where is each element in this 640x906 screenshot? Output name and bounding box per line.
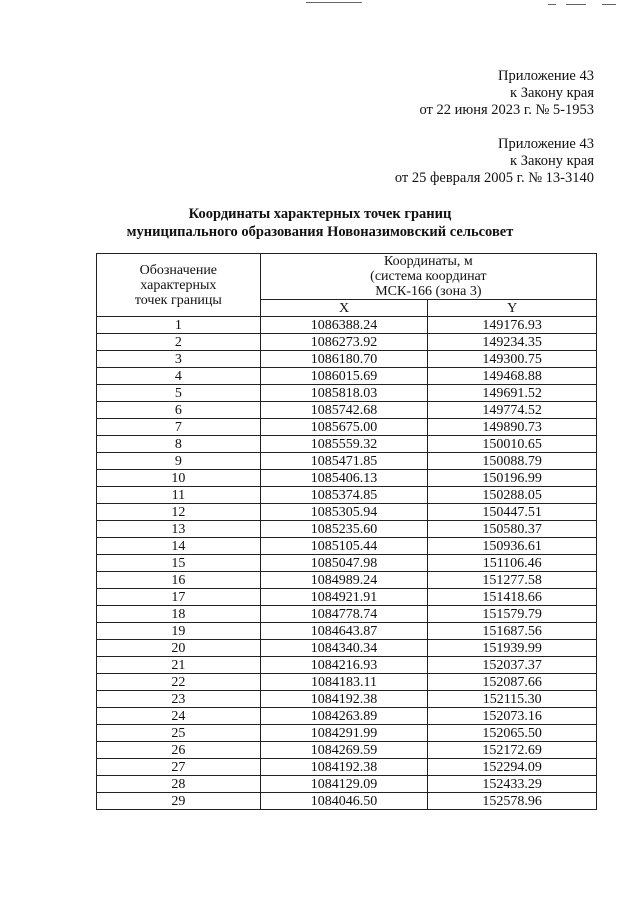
y-coordinate-cell: 150010.65 [428, 436, 597, 453]
header-line: (система координат [370, 269, 487, 284]
x-coordinate-cell: 1084778.74 [260, 606, 428, 623]
point-number-cell: 11 [97, 487, 261, 504]
table-row [97, 725, 597, 742]
point-number-cell: 24 [97, 708, 261, 725]
coordinates-table [96, 253, 597, 810]
point-number-cell: 8 [97, 436, 261, 453]
y-coordinate-cell: 149234.35 [428, 334, 597, 351]
scan-mark [548, 4, 556, 5]
table-row [97, 759, 597, 776]
table-row [97, 742, 597, 759]
scan-mark [306, 2, 362, 3]
point-number-cell: 2 [97, 334, 261, 351]
table-row [97, 691, 597, 708]
x-coordinate-cell: 1085559.32 [260, 436, 428, 453]
point-number-cell: 12 [97, 504, 261, 521]
x-coordinate-cell: 1084046.50 [260, 793, 428, 810]
table-row [97, 708, 597, 725]
point-number-cell: 21 [97, 657, 261, 674]
x-coordinate-cell: 1085105.44 [260, 538, 428, 555]
table-body [97, 317, 597, 810]
x-coordinate-cell: 1084263.89 [260, 708, 428, 725]
y-coordinate-cell: 151579.79 [428, 606, 597, 623]
point-number-cell: 26 [97, 742, 261, 759]
table-row [97, 436, 597, 453]
table-header [97, 254, 597, 317]
y-coordinate-cell: 149691.52 [428, 385, 597, 402]
point-number-cell: 14 [97, 538, 261, 555]
x-coordinate-cell: 1085047.98 [260, 555, 428, 572]
y-coordinate-cell: 150088.79 [428, 453, 597, 470]
appendix-law-ref: к Закону края [510, 153, 594, 169]
y-coordinate-cell: 152115.30 [428, 691, 597, 708]
appendix-date: от 25 февраля 2005 г. № 13-3140 [394, 170, 594, 186]
y-coordinate-cell: 152073.16 [428, 708, 597, 725]
table-row [97, 504, 597, 521]
header-line: точек границы [134, 292, 222, 308]
y-coordinate-cell: 150936.61 [428, 538, 597, 555]
point-number-cell: 23 [97, 691, 261, 708]
coordinates-header [260, 254, 596, 300]
point-label-header [97, 254, 261, 317]
scan-mark [566, 4, 586, 5]
table-row [97, 317, 597, 334]
y-coordinate-cell: 152578.96 [428, 793, 597, 810]
point-number-cell: 22 [97, 674, 261, 691]
x-coordinate-cell: 1084216.93 [260, 657, 428, 674]
point-number-cell: 27 [97, 759, 261, 776]
y-header: Y [428, 300, 597, 317]
point-number-cell: 28 [97, 776, 261, 793]
appendix-number: Приложение 43 [498, 136, 594, 152]
x-coordinate-cell: 1085406.13 [260, 470, 428, 487]
x-coordinate-cell: 1085374.85 [260, 487, 428, 504]
x-coordinate-cell: 1084269.59 [260, 742, 428, 759]
x-coordinate-cell: 1086015.69 [260, 368, 428, 385]
y-coordinate-cell: 149774.52 [428, 402, 597, 419]
table-row [97, 419, 597, 436]
point-number-cell: 20 [97, 640, 261, 657]
appendix-date: от 22 июня 2023 г. № 5-1953 [419, 102, 594, 118]
x-coordinate-cell: 1085675.00 [260, 419, 428, 436]
point-number-cell: 5 [97, 385, 261, 402]
y-coordinate-cell: 151418.66 [428, 589, 597, 606]
point-number-cell: 13 [97, 521, 261, 538]
table-row [97, 589, 597, 606]
table-row [97, 453, 597, 470]
header-line: МСК-166 (зона 3) [375, 284, 482, 299]
table-row [97, 351, 597, 368]
title-line-1: Координаты характерных точек границ [188, 206, 452, 222]
y-coordinate-cell: 149468.88 [428, 368, 597, 385]
y-coordinate-cell: 151939.99 [428, 640, 597, 657]
y-coordinate-cell: 150580.37 [428, 521, 597, 538]
point-number-cell: 9 [97, 453, 261, 470]
x-coordinate-cell: 1086388.24 [260, 317, 428, 334]
point-number-cell: 16 [97, 572, 261, 589]
x-coordinate-cell: 1086180.70 [260, 351, 428, 368]
table-row [97, 572, 597, 589]
point-number-cell: 1 [97, 317, 261, 334]
appendix-law-ref: к Закону края [510, 85, 594, 101]
appendix-number: Приложение 43 [498, 68, 594, 84]
point-number-cell: 18 [97, 606, 261, 623]
table-row [97, 640, 597, 657]
table-row [97, 606, 597, 623]
y-coordinate-cell: 151106.46 [428, 555, 597, 572]
point-number-cell: 10 [97, 470, 261, 487]
y-coordinate-cell: 150447.51 [428, 504, 597, 521]
point-number-cell: 7 [97, 419, 261, 436]
x-coordinate-cell: 1085305.94 [260, 504, 428, 521]
table-row [97, 487, 597, 504]
table-row [97, 623, 597, 640]
x-coordinate-cell: 1086273.92 [260, 334, 428, 351]
point-number-cell: 25 [97, 725, 261, 742]
y-coordinate-cell: 150196.99 [428, 470, 597, 487]
table-row [97, 334, 597, 351]
y-coordinate-cell: 152294.09 [428, 759, 597, 776]
appendix-original [395, 136, 594, 187]
table-row [97, 776, 597, 793]
table-row [97, 402, 597, 419]
y-coordinate-cell: 152037.37 [428, 657, 597, 674]
table-row [97, 657, 597, 674]
point-number-cell: 4 [97, 368, 261, 385]
header-line: Координаты, м [383, 254, 473, 269]
title-line-2: муниципального образования Новоназимовский сельсовет [126, 224, 514, 240]
point-number-cell: 6 [97, 402, 261, 419]
x-coordinate-cell: 1084340.34 [260, 640, 428, 657]
table-row [97, 674, 597, 691]
appendix-current [419, 68, 594, 119]
y-coordinate-cell: 149890.73 [428, 419, 597, 436]
point-number-cell: 3 [97, 351, 261, 368]
point-number-cell: 15 [97, 555, 261, 572]
table-row [97, 793, 597, 810]
y-coordinate-cell: 152087.66 [428, 674, 597, 691]
x-coordinate-cell: 1084643.87 [260, 623, 428, 640]
y-coordinate-cell: 151687.56 [428, 623, 597, 640]
table-row [97, 521, 597, 538]
y-coordinate-cell: 152172.69 [428, 742, 597, 759]
point-number-cell: 17 [97, 589, 261, 606]
x-coordinate-cell: 1084183.11 [260, 674, 428, 691]
x-coordinate-cell: 1085235.60 [260, 521, 428, 538]
table-row [97, 470, 597, 487]
scan-mark [602, 4, 616, 5]
x-coordinate-cell: 1084989.24 [260, 572, 428, 589]
x-coordinate-cell: 1084192.38 [260, 691, 428, 708]
y-coordinate-cell: 150288.05 [428, 487, 597, 504]
table-row [97, 368, 597, 385]
x-coordinate-cell: 1084921.91 [260, 589, 428, 606]
y-coordinate-cell: 152433.29 [428, 776, 597, 793]
table-row [97, 385, 597, 402]
header-line: характерных [140, 277, 217, 293]
table-row [97, 538, 597, 555]
x-header: X [260, 300, 428, 317]
x-coordinate-cell: 1084291.99 [260, 725, 428, 742]
table-row [97, 555, 597, 572]
x-coordinate-cell: 1085818.03 [260, 385, 428, 402]
x-coordinate-cell: 1085742.68 [260, 402, 428, 419]
x-coordinate-cell: 1084129.09 [260, 776, 428, 793]
x-coordinate-cell: 1085471.85 [260, 453, 428, 470]
y-coordinate-cell: 152065.50 [428, 725, 597, 742]
y-coordinate-cell: 149300.75 [428, 351, 597, 368]
point-number-cell: 29 [97, 793, 261, 810]
x-coordinate-cell: 1084192.38 [260, 759, 428, 776]
document-title [0, 205, 640, 241]
point-number-cell: 19 [97, 623, 261, 640]
y-coordinate-cell: 151277.58 [428, 572, 597, 589]
header-line: Обозначение [139, 262, 218, 278]
y-coordinate-cell: 149176.93 [428, 317, 597, 334]
